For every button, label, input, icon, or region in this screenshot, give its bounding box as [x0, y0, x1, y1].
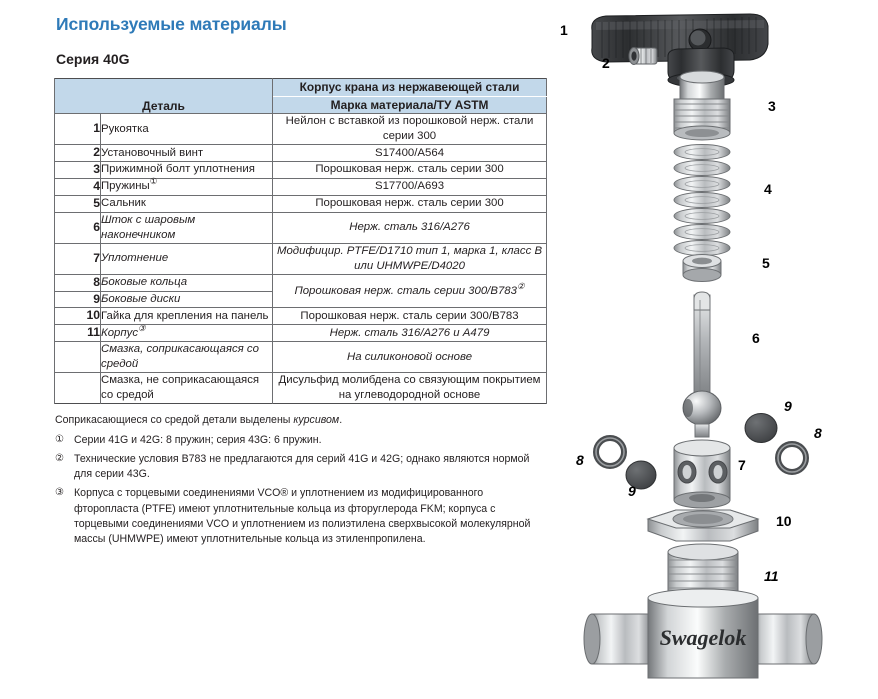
table-row — [55, 325, 547, 342]
set-screw-part — [629, 48, 657, 65]
row-number: 11 — [55, 325, 101, 342]
row-part-name: Боковые кольца — [101, 274, 273, 291]
row-part-name: Смазка, не соприкасающаяся со средой — [101, 373, 273, 404]
header-group-label: Корпус крана из нержавеющей стали — [273, 79, 547, 97]
row-part-name: Пружины① — [101, 178, 273, 195]
footnote-item-marker: ③ — [55, 487, 65, 499]
row-number: 2 — [55, 145, 101, 162]
row-number: 5 — [55, 195, 101, 212]
row-number — [55, 342, 101, 373]
springs-part — [674, 145, 730, 256]
materials-table — [54, 78, 547, 404]
callout-11: 11 — [764, 568, 779, 584]
header-row-top — [55, 79, 547, 97]
footnote-item-marker: ① — [55, 434, 65, 446]
footnote-item-text: Серии 41G и 42G: 8 пружин; серия 43G: 6 пружин. — [74, 434, 322, 447]
row-part-name: Рукоятка — [101, 114, 273, 145]
header-part-cell — [55, 79, 273, 114]
footnotes — [54, 413, 536, 546]
row-number: 4 — [55, 178, 101, 195]
seal-part — [674, 440, 730, 508]
packing-bolt-part — [674, 71, 730, 140]
row-part-name: Уплотнение — [101, 243, 273, 274]
row-part-name: Прижимной болт уплотнения — [101, 161, 273, 178]
table-row — [55, 145, 547, 162]
header-part-label: Деталь — [142, 99, 185, 113]
row-material: Модифицир. PTFE/D1710 тип 1, марка 1, класс B или UHMWPE/D4020 — [273, 243, 547, 274]
row-part-name: Корпус③ — [101, 325, 273, 342]
row-material: Нерж. сталь 316/A276 и A479 — [273, 325, 547, 342]
callout-7: 7 — [738, 457, 746, 473]
row-material: Порошковая нерж. сталь серии 300/B783② — [273, 274, 547, 308]
page-title: Используемые материалы — [56, 14, 287, 34]
callout-5: 5 — [762, 255, 770, 271]
callout-6: 6 — [752, 330, 760, 346]
callout-3: 3 — [768, 98, 776, 114]
valve-body-part — [584, 544, 822, 678]
table-row — [55, 212, 547, 243]
table-row — [55, 178, 547, 195]
row-part-name: Смазка, соприкасающаяся со средой — [101, 342, 273, 373]
row-number: 9 — [55, 291, 101, 308]
table-row — [55, 308, 547, 325]
row-material: S17700/A693 — [273, 178, 547, 195]
row-number: 6 — [55, 212, 101, 243]
table-row — [55, 342, 547, 373]
footnote-item-text: Технические условия B783 не предлагаются для серий 41G и 42G; однако являются нормой для серии 43G. — [74, 453, 530, 481]
panel-nut-part — [648, 510, 758, 541]
valve-assembly-illustration — [556, 0, 878, 699]
row-material: Нерж. сталь 316/A276 — [273, 212, 547, 243]
callout-2: 2 — [602, 55, 610, 71]
table-row — [55, 114, 547, 145]
swagelok-brand-text: Swagelok — [659, 625, 747, 650]
row-part-name: Установочный винт — [101, 145, 273, 162]
row-number: 3 — [55, 161, 101, 178]
row-number — [55, 373, 101, 404]
footnote-marker: ② — [516, 280, 525, 291]
footnote-marker: ③ — [138, 322, 146, 333]
row-material: Порошковая нерж. сталь серии 300/B783 — [273, 308, 547, 325]
row-material: Порошковая нерж. сталь серии 300 — [273, 161, 547, 178]
row-material: На силиконовой основе — [273, 342, 547, 373]
content-column — [54, 14, 550, 551]
footnote-lead-emphasis: курсивом — [293, 414, 340, 427]
footnote-marker: ① — [149, 176, 158, 187]
footnote-item-text: Корпуса с торцевыми соединениями VCO® и уплотнением из модифицированного фторопласта (PTFE) имеют уплотнительные кольца из фторуглерода FKM; корпуса с торцевыми соединениями VCO и уплотнением из полиэтилена сверхвысокой молекулярной массы (UHMWPE) имеют уплотнительные кольца из этиленпропилена. — [74, 487, 531, 545]
footnote-lead — [55, 413, 536, 428]
callout-1: 1 — [560, 22, 568, 38]
footnote-lead-prefix: Соприкасающиеся со средой детали выделены — [55, 414, 294, 427]
row-material: Порошковая нерж. сталь серии 300 — [273, 195, 547, 212]
callout-10: 10 — [776, 513, 792, 529]
table-header — [55, 79, 547, 114]
footnote-item — [55, 452, 536, 482]
footnote-item — [55, 486, 536, 546]
row-part-name: Боковые диски — [101, 291, 273, 308]
row-number: 10 — [55, 308, 101, 325]
callout-4: 4 — [764, 181, 772, 197]
row-material: Дисульфид молибдена со связующим покрытием на углеводородной основе — [273, 373, 547, 404]
footnote-lead-suffix: . — [339, 414, 343, 427]
row-number: 1 — [55, 114, 101, 145]
callout-8a: 8 — [576, 452, 584, 468]
series-subtitle: Серия 40G — [56, 51, 130, 67]
row-part-name: Сальник — [101, 195, 273, 212]
footnote-list — [54, 433, 536, 546]
callout-9a: 9 — [628, 483, 636, 499]
table-row — [55, 243, 547, 274]
callout-9b: 9 — [784, 398, 792, 414]
packing-ring-part — [683, 255, 721, 282]
table-row — [55, 161, 547, 178]
row-material: Нейлон с вставкой из порошковой нерж. стали серии 300 — [273, 114, 547, 145]
row-part-name: Гайка для крепления на панель — [101, 308, 273, 325]
table-body — [55, 114, 547, 404]
row-material: S17400/A564 — [273, 145, 547, 162]
table-row — [55, 195, 547, 212]
footnote-item — [55, 433, 536, 448]
callout-8b: 8 — [814, 425, 822, 441]
header-material-label: Марка материала/ТУ ASTM — [273, 96, 547, 114]
row-part-name: Шток с шаровым наконечником — [101, 212, 273, 243]
exploded-view-diagram — [556, 0, 878, 699]
row-number: 7 — [55, 243, 101, 274]
table-row — [55, 373, 547, 404]
table-row — [55, 274, 547, 291]
stem-part — [683, 292, 721, 437]
row-number: 8 — [55, 274, 101, 291]
footnote-item-marker: ② — [55, 453, 65, 465]
